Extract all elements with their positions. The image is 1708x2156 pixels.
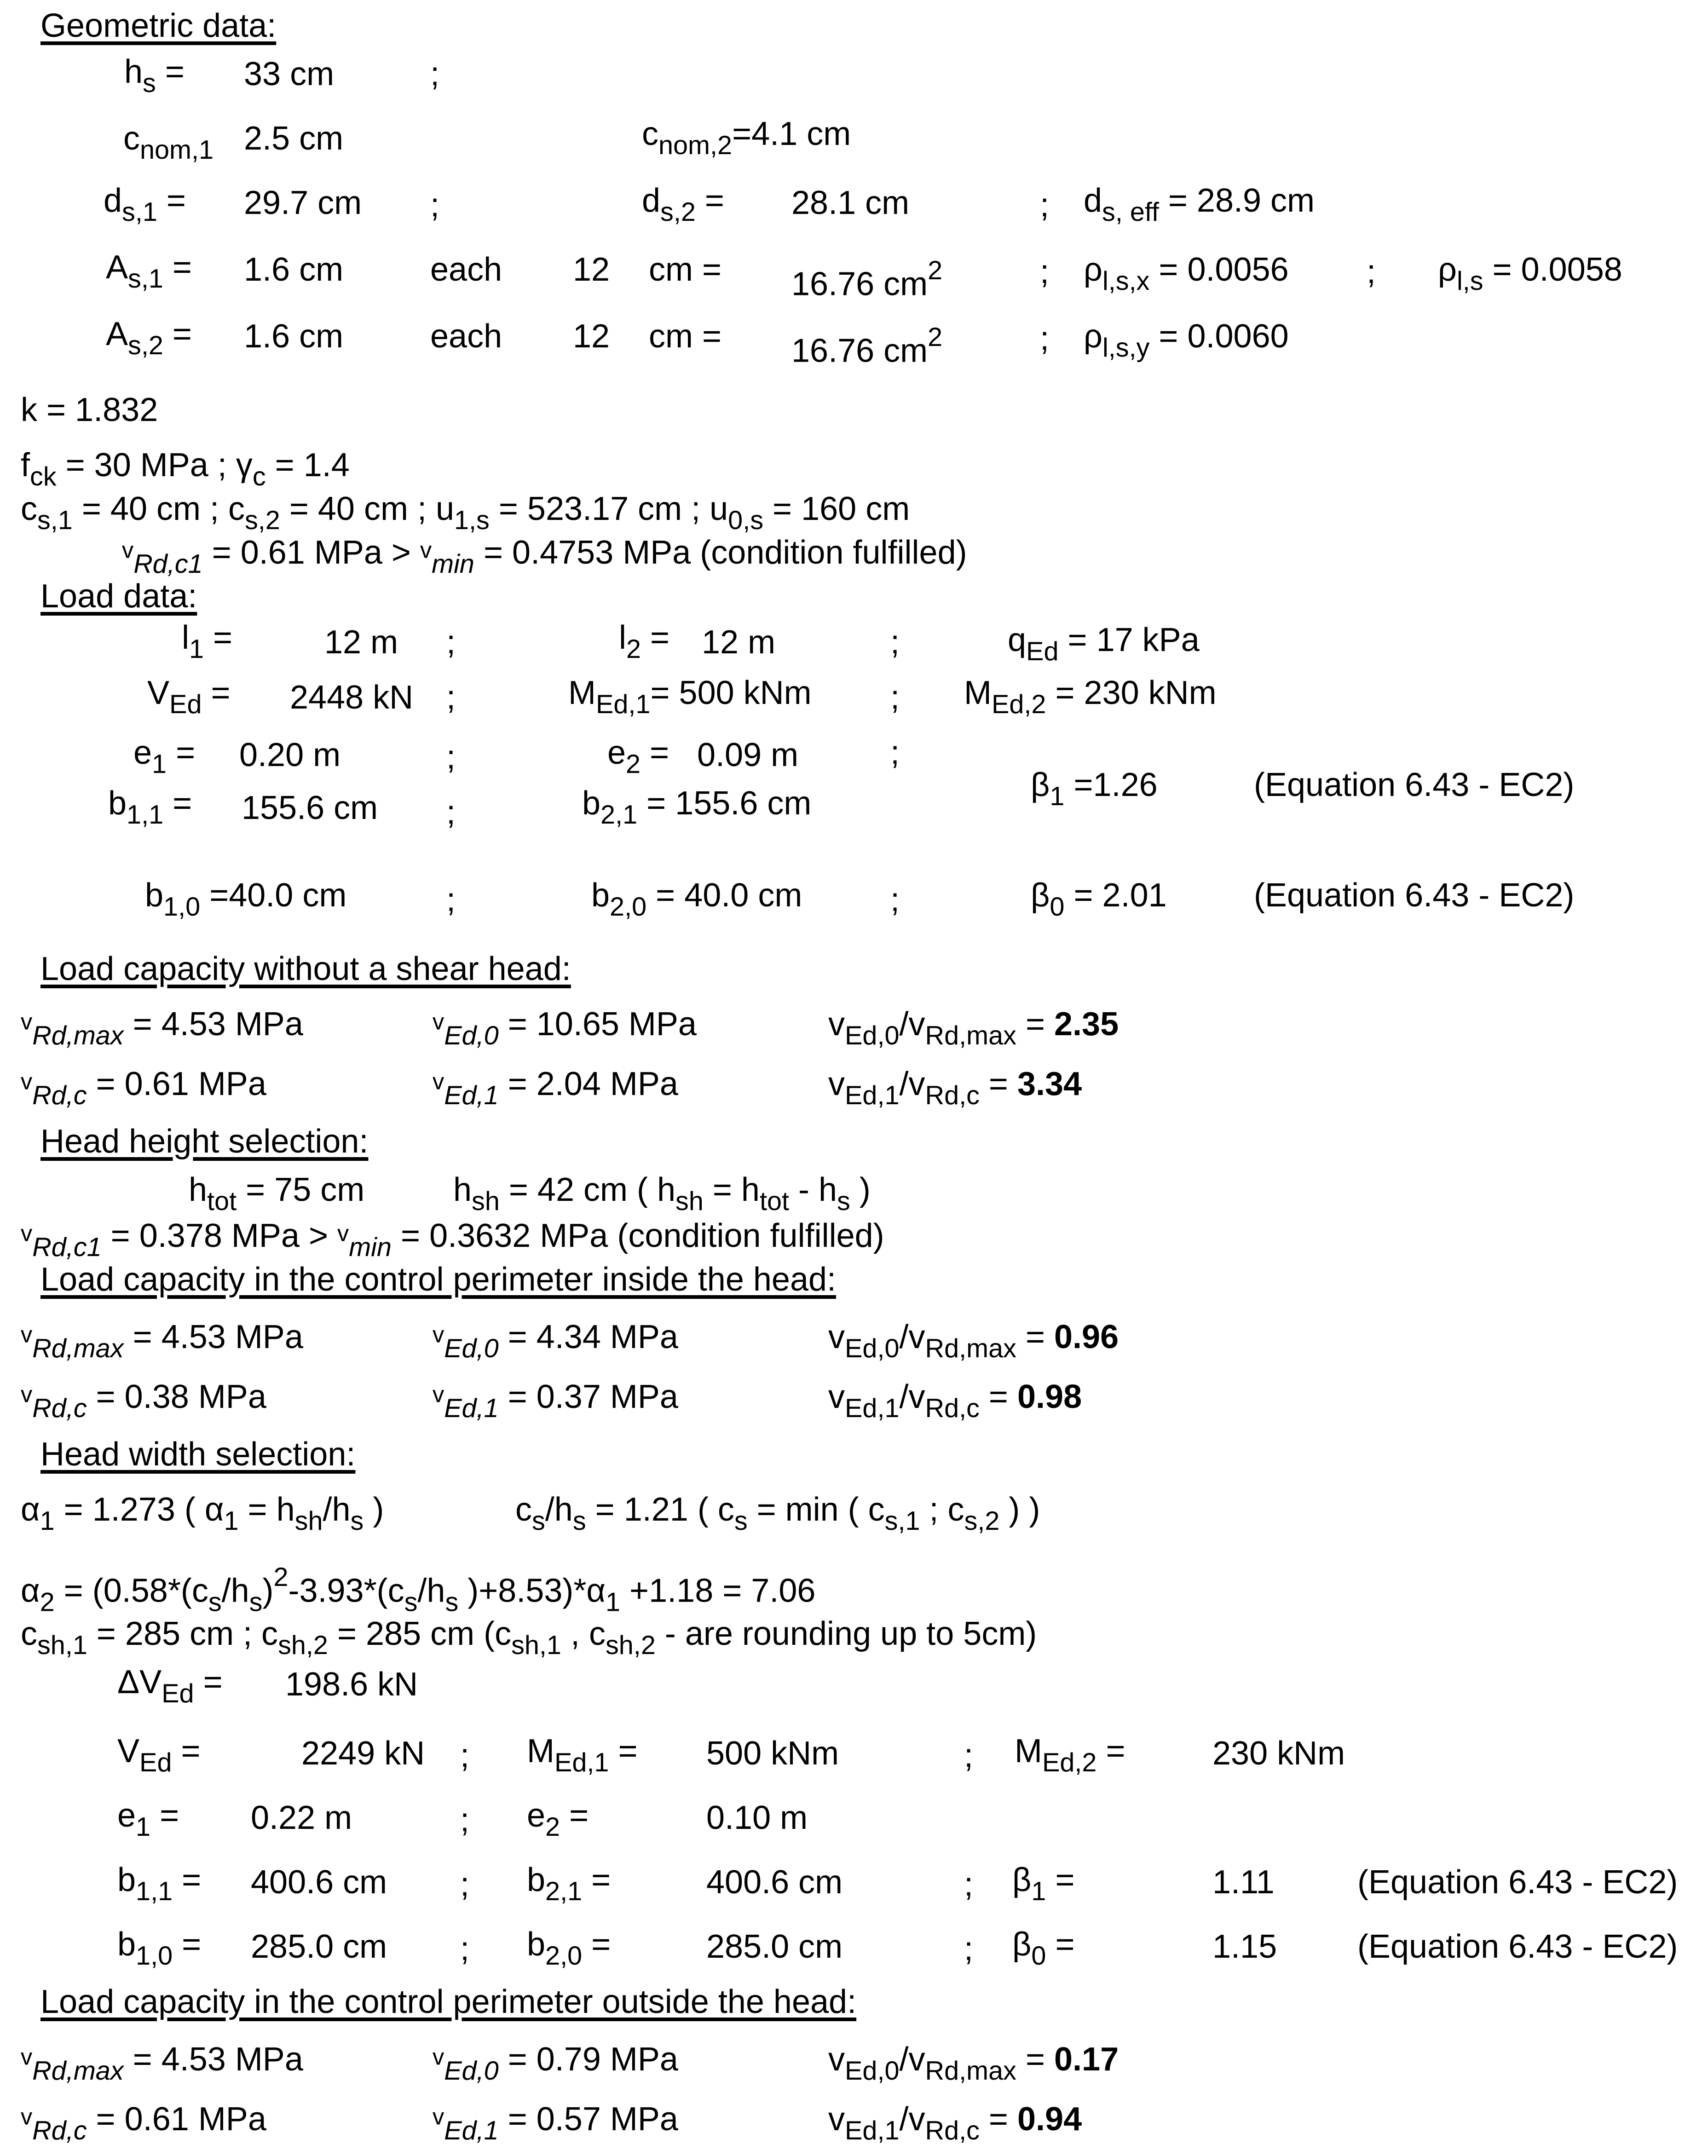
delta-ved-value: 198.6 kN: [285, 1666, 418, 1703]
separator: ;: [460, 1866, 470, 1903]
separator: ;: [890, 679, 900, 716]
b10-label-2: $b_{1,0}$ =: [117, 1926, 202, 1971]
separator: ;: [446, 679, 456, 716]
delta-ved-label: $\Delta V_{Ed}$ =: [117, 1664, 223, 1709]
alpha2: $\alpha_2 = (0.58*(c_s/h_s)^2-3.93*(c_s/h_s$ )$+8.53)*\alpha_1 +1.18 = 7.06$: [21, 1562, 816, 1617]
separator: ;: [964, 1931, 974, 1967]
ved1-outside: $v_{Ed,1} = 0.57$ MPa: [433, 2101, 678, 2146]
e2-value-2: 0.10 m: [706, 1799, 808, 1836]
qed: $q_{Ed} = 17$ kPa: [1008, 622, 1200, 667]
ved0-inside: $v_{Ed,0} = 4.34$ MPa: [433, 1319, 678, 1364]
med2: $M_{Ed,2} = 230$ kNm: [964, 674, 1217, 720]
ds2-value: 28.1 cm: [791, 184, 910, 221]
section-heading-head-height: Head height selection:: [40, 1123, 369, 1160]
vrdc-inside: $v_{Rd,c} = 0.38$ MPa: [21, 1378, 266, 1424]
separator: ;: [964, 1737, 974, 1774]
ratio1-inside: $v_{Ed,1}/v_{Rd,c} = 0.98$: [828, 1378, 1082, 1424]
l2-label: $l_2$ =: [619, 619, 670, 664]
beta0-reference: (Equation 6.43 - EC2): [1254, 877, 1575, 914]
as2-each: each: [430, 318, 502, 355]
ratio-ved1-vrdc: $v_{Ed,1}/v_{Rd,c} = 3.34$: [828, 1066, 1082, 1111]
b20-value-2: 285.0 cm: [706, 1928, 843, 1965]
cnom2: $c_{nom,2}=4.1$ cm: [642, 115, 851, 161]
vrdc1-check-head: $v_{Rd,c1} = 0.378$ MPa > $v_{min} = 0.3632$ MPa (condition fulfilled): [21, 1217, 884, 1262]
hs-value: 33 cm: [244, 56, 335, 92]
e1-value-2: 0.22 m: [251, 1799, 352, 1836]
as2-spacing: 12: [573, 318, 610, 355]
vrdc: $v_{Rd,c} = 0.61$ MPa: [21, 1066, 266, 1111]
ds2-label: $d_{s,2}$ =: [642, 182, 724, 227]
section-heading-no-head: Load capacity without a shear head:: [40, 951, 571, 987]
e1-label: $e_1$ =: [133, 734, 196, 779]
ds-eff: $d_{s, eff} = 28.9$ cm: [1084, 182, 1315, 227]
e2-label-2: $e_2$ =: [527, 1797, 589, 1842]
ratio0-inside: $v_{Ed,0}/v_{Rd,max} = 0.96$: [828, 1319, 1119, 1364]
ved-label: $V_{Ed}$ =: [147, 674, 231, 720]
b20-label-2: $b_{2,0}$ =: [527, 1926, 611, 1971]
ratio0-outside: $v_{Ed,0}/v_{Rd,max} = 0.17$: [828, 2041, 1119, 2086]
ved-label-2: $V_{Ed}$ =: [117, 1733, 201, 1778]
b11-label: $b_{1,1}$ =: [108, 785, 192, 830]
e2-value: 0.09 m: [697, 737, 799, 773]
ved-value: 2448 kN: [290, 679, 414, 716]
separator: ;: [446, 882, 456, 918]
b11-value-2: 400.6 cm: [251, 1864, 387, 1901]
as1-cm: cm =: [649, 251, 722, 288]
med1-value-2: 500 kNm: [706, 1735, 839, 1772]
vrdmax-inside: $v_{Rd,max} = 4.53$ MPa: [21, 1319, 303, 1364]
separator: ;: [446, 739, 456, 776]
med1-label-2: $M_{Ed,1}$ =: [527, 1733, 638, 1778]
b11-value: 155.6 cm: [242, 790, 378, 826]
separator: ;: [1367, 254, 1376, 290]
l1-value: 12 m: [324, 624, 398, 661]
b10: $b_{1,0} =40.0$ cm: [145, 877, 347, 922]
ds1-label: $d_{s,1}$ =: [104, 182, 186, 227]
b21-label-2: $b_{2,1}$ =: [527, 1862, 611, 1907]
beta1-reference: (Equation 6.43 - EC2): [1254, 767, 1575, 803]
as1-area: 16.76 $cm^2$: [791, 256, 943, 303]
beta1-reference-2: (Equation 6.43 - EC2): [1357, 1864, 1678, 1901]
ratio1-outside: $v_{Ed,1}/v_{Rd,c} = 0.94$: [828, 2101, 1082, 2146]
b11-label-2: $b_{1,1}$ =: [117, 1862, 202, 1907]
med2-value-2: 230 kNm: [1212, 1735, 1345, 1772]
rho-y: $\rho_{l,s,y} = 0.0060$: [1084, 318, 1289, 363]
b21: $b_{2,1} = 155.6$ cm: [582, 785, 812, 830]
separator: ;: [460, 1931, 470, 1967]
vrdc-outside: $v_{Rd,c} = 0.61$ MPa: [21, 2101, 266, 2146]
separator: ;: [446, 624, 456, 661]
fck-gamma: $f_{ck} = 30$ MPa ; $\gamma_c = 1.4$: [21, 447, 350, 492]
as1-diameter: 1.6 cm: [244, 251, 344, 288]
e2-label: $e_2$ =: [607, 734, 669, 779]
separator: ;: [430, 187, 440, 224]
e1-value: 0.20 m: [239, 737, 341, 773]
as2-area: 16.76 $cm^2$: [791, 323, 943, 369]
cs-over-hs: $c_s/h_s = 1.21$ ( $c_s = \min$ ( $c_{s,1}$ ; $c_{s,2}$ ) ): [515, 1491, 1040, 1536]
section-heading-outside: Load capacity in the control perimeter outside the head:: [40, 1983, 857, 2020]
beta1-value-2: 1.11: [1212, 1864, 1275, 1901]
cnom1-label: $c_{nom,1}$: [123, 120, 214, 165]
separator: ;: [890, 882, 900, 918]
separator: ;: [1040, 187, 1050, 224]
separator: ;: [460, 1802, 470, 1839]
l2-value: 12 m: [702, 624, 776, 661]
hs-label: $h_s$ =: [124, 53, 185, 98]
htot: $h_{tot} = 75$ cm: [189, 1171, 365, 1216]
separator: ;: [460, 1737, 470, 1774]
separator: ;: [1040, 254, 1050, 290]
as2-label: $A_{s,2}$ =: [106, 316, 192, 361]
med2-label-2: $M_{Ed,2}$ =: [1015, 1733, 1125, 1778]
as1-label: $A_{s,1}$ =: [106, 249, 192, 294]
ds1-value: 29.7 cm: [244, 184, 362, 221]
beta0-reference-2: (Equation 6.43 - EC2): [1357, 1928, 1678, 1965]
beta1: $\beta_1 =1.26$: [1031, 767, 1158, 812]
vrdc1-check: $v_{Rd,c1} = 0.61$ MPa > $v_{min} = 0.4753$ MPa (condition fulfilled): [122, 534, 967, 579]
ratio-ved0-vrdmax: $v_{Ed,0}/v_{Rd,max} = 2.35$: [828, 1006, 1119, 1051]
rho-s: $\rho_{l,s} = 0.0058$: [1438, 251, 1622, 296]
separator: ;: [446, 794, 456, 831]
beta1-label-2: $\beta_1$ =: [1012, 1862, 1075, 1907]
section-heading-inside: Load capacity in the control perimeter inside the head:: [40, 1261, 837, 1298]
as1-each: each: [430, 251, 502, 288]
section-heading-load: Load data:: [40, 578, 197, 615]
ved0: $v_{Ed,0} = 10.65$ MPa: [433, 1006, 697, 1051]
alpha1: $\alpha_1 = 1.273$ ( $\alpha_1 = h_{sh}/h_s$ ): [21, 1491, 384, 1536]
separator: ;: [964, 1866, 974, 1903]
b21-value-2: 400.6 cm: [706, 1864, 843, 1901]
b10-value-2: 285.0 cm: [251, 1928, 387, 1965]
separator: ;: [1040, 320, 1050, 357]
hsh: $h_{sh} = 42$ cm ( $h_{sh} = h_{tot} - h_s$ ): [453, 1171, 871, 1216]
b20: $b_{2,0} = 40.0$ cm: [591, 877, 802, 922]
as2-cm: cm =: [649, 318, 722, 355]
ved1: $v_{Ed,1} = 2.04$ MPa: [433, 1066, 678, 1111]
ved-value-2: 2249 kN: [301, 1735, 425, 1772]
section-heading-head-width: Head width selection:: [40, 1436, 356, 1473]
ved1-inside: $v_{Ed,1} = 0.37$ MPa: [433, 1378, 678, 1424]
k-value: k = 1.832: [21, 392, 158, 428]
beta0-label-2: $\beta_0$ =: [1012, 1926, 1075, 1971]
ved0-outside: $v_{Ed,0} = 0.79$ MPa: [433, 2041, 678, 2086]
l1-label: $l_1$ =: [182, 619, 233, 664]
rho-x: $\rho_{l,s,x} = 0.0056$: [1084, 251, 1289, 296]
separator: ;: [890, 734, 900, 771]
csh-line: $c_{sh,1} = 285$ cm ; $c_{sh,2} = 285$ cm ($c_{sh,1}$ , $c_{sh,2}$ - are rounding up to 5cm): [21, 1615, 1037, 1660]
med1: $M_{Ed,1}= 500$ kNm: [568, 674, 812, 720]
separator: ;: [430, 56, 440, 92]
as2-diameter: 1.6 cm: [244, 318, 344, 355]
cs-u-line: $c_{s,1} = 40$ cm ; $c_{s,2} = 40$ cm ; $u_{1,s} = 523.17$ cm ; $u_{0,s} = 160$ cm: [21, 490, 910, 536]
vrdmax: $v_{Rd,max} = 4.53$ MPa: [21, 1006, 303, 1051]
vrdmax-outside: $v_{Rd,max} = 4.53$ MPa: [21, 2041, 303, 2086]
as1-spacing: 12: [573, 251, 610, 288]
beta0-value-2: 1.15: [1212, 1928, 1277, 1965]
e1-label-2: $e_1$ =: [117, 1797, 179, 1842]
separator: ;: [890, 624, 900, 661]
cnom1-value: 2.5 cm: [244, 120, 344, 157]
section-heading-geometric: Geometric data:: [40, 7, 277, 44]
beta0: $\beta_0 = 2.01$: [1031, 877, 1167, 922]
